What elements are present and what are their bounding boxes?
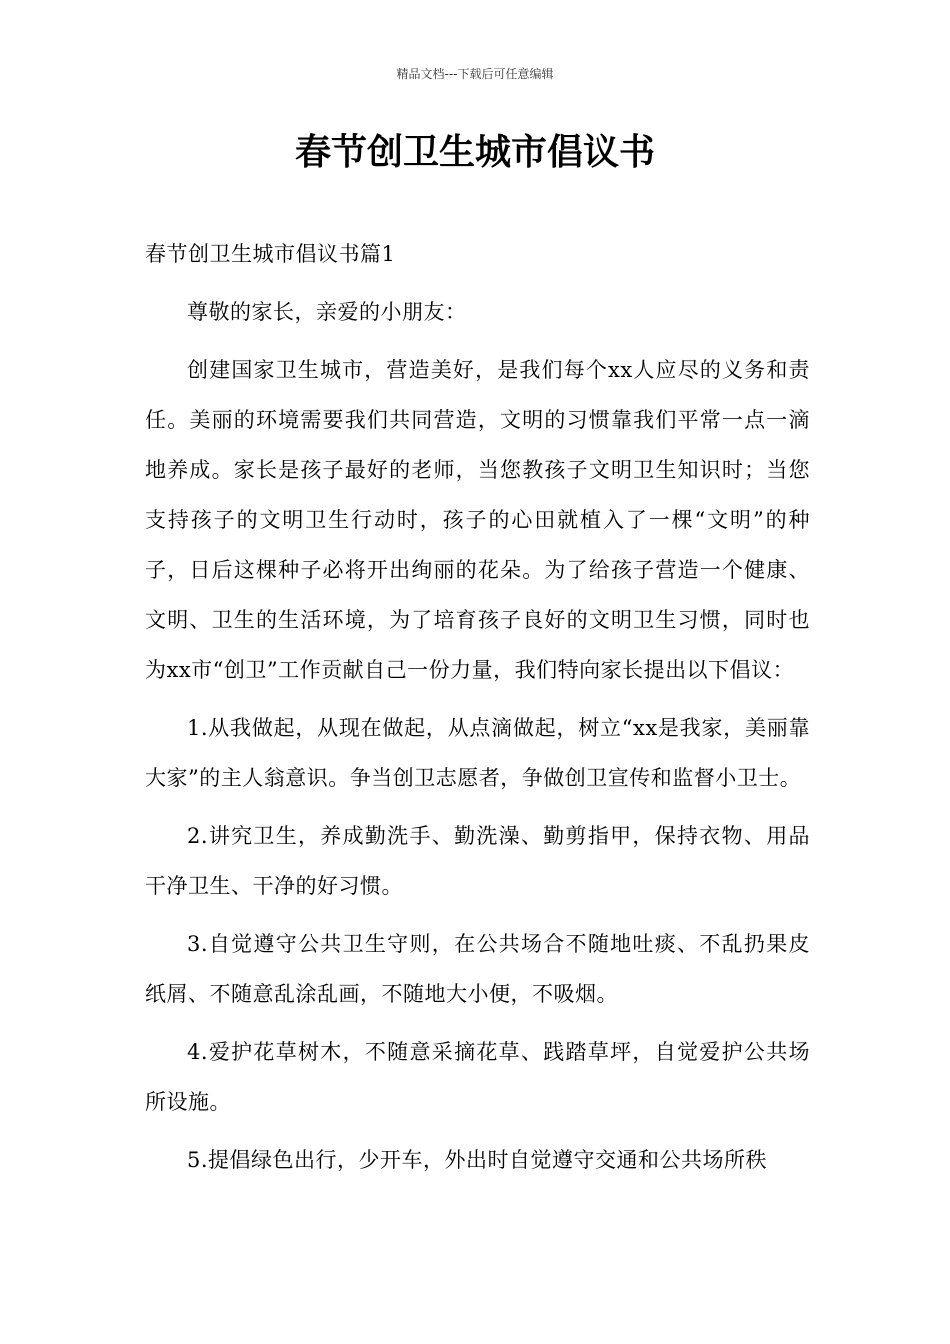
- section-heading: 春节创卫生城市倡议书篇1: [145, 242, 396, 266]
- paragraph-item-3: 3.自觉遵守公共卫生守则，在公共场合不随地吐痰、不乱扔果皮纸屑、不随意乱涂乱画，不随地大小便，不吸烟。: [145, 932, 810, 1006]
- paragraph-intro: 创建国家卫生城市，营造美好，是我们每个xx人应尽的义务和责任。美丽的环境需要我们共同营造，文明的习惯靠我们平常一点一滴地养成。家长是孩子最好的老师，当您教孩子文明卫生知识时；当您支持孩子的文明卫生行动时，孩子的心田就植入了一棵“文明”的种子，日后这棵种子必将开出绚丽的花朵。为了给孩子营造一个健康、文明、卫生的生活环境，为了培育孩子良好的文明卫生习惯，同时也为xx市“创卫”工作贡献自己一份力量，我们特向家长提出以下倡议：: [145, 358, 810, 682]
- document-title: 春节创卫生城市倡议书: [294, 132, 655, 173]
- paragraph-item-4: 4.爱护花草树木，不随意采摘花草、践踏草坪，自觉爱护公共场所设施。: [145, 1040, 810, 1114]
- document-body: [145, 229, 810, 1193]
- paragraph-item-2: 2.讲究卫生，养成勤洗手、勤洗澡、勤剪指甲，保持衣物、用品干净卫生、干净的好习惯。: [145, 824, 810, 898]
- paragraph-item-1: 1.从我做起，从现在做起，从点滴做起，树立“xx是我家，美丽靠大家”的主人翁意识。争当创卫志愿者，争做创卫宣传和监督小卫士。: [145, 716, 810, 790]
- header-note: 精品文档---下载后可任意编辑: [396, 67, 554, 81]
- salutation: 尊敬的家长，亲爱的小朋友：: [187, 300, 467, 324]
- paragraph-item-5: 5.提倡绿色出行，少开车，外出时自觉遵守交通和公共场所秩: [187, 1148, 768, 1172]
